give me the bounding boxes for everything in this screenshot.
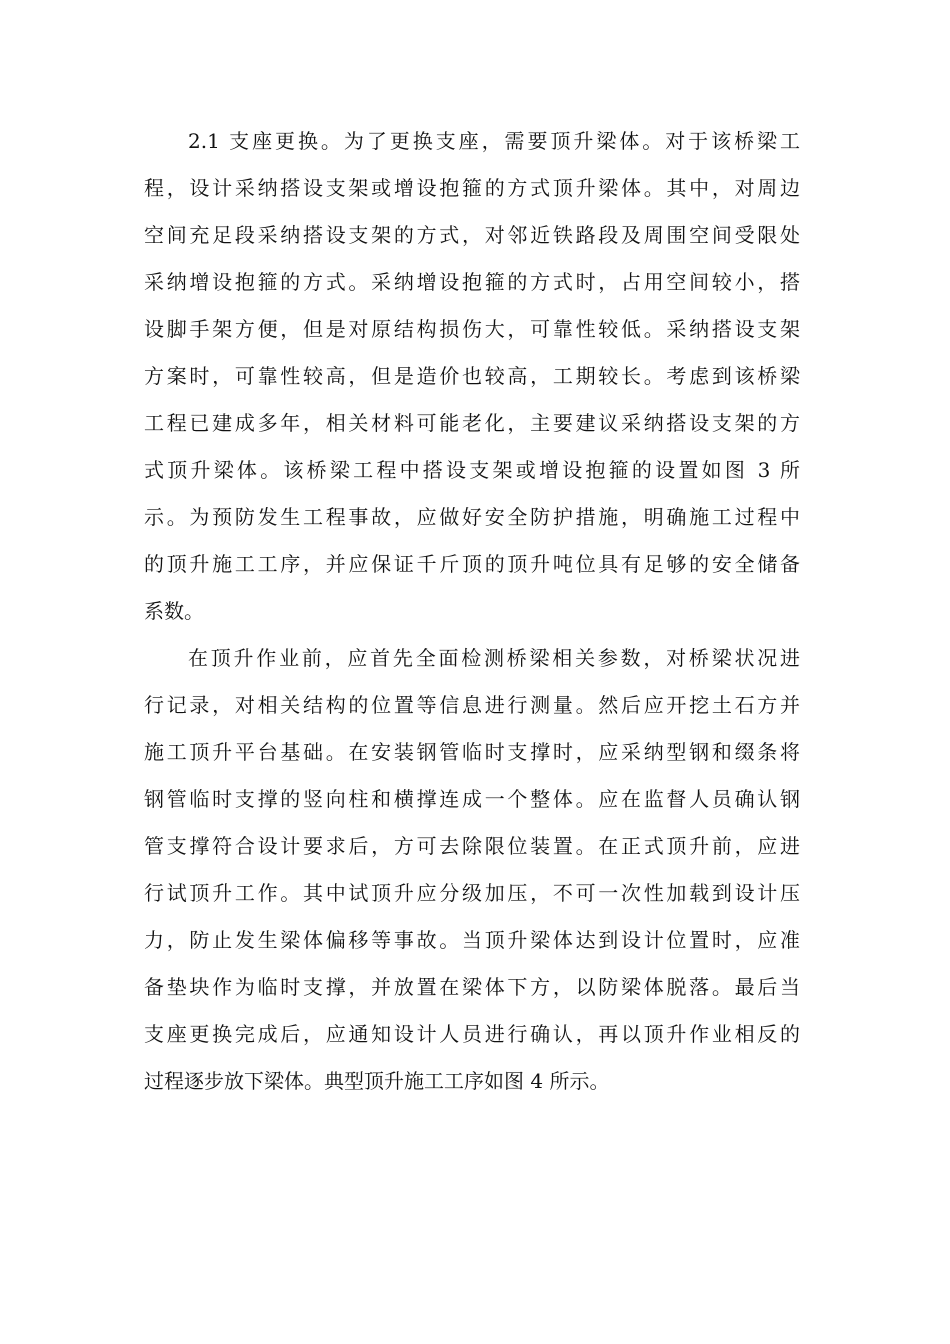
text-line: 力，防止发生梁体偏移等事故。当顶升梁体达到设计位置时，应准 bbox=[144, 928, 800, 952]
text-line: 采纳增设抱箍的方式。采纳增设抱箍的方式时，占用空间较小，搭 bbox=[144, 270, 800, 294]
text-line: 空间充足段采纳搭设支架的方式，对邻近铁路段及周围空间受限处 bbox=[144, 223, 800, 247]
text-line: 钢管临时支撑的竖向柱和横撑连成一个整体。应在监督人员确认钢 bbox=[144, 787, 800, 811]
text-line: 2.1 支座更换。为了更换支座，需要顶升梁体。对于该桥梁工 bbox=[188, 129, 800, 153]
text-line: 备垫块作为临时支撑，并放置在梁体下方，以防梁体脱落。最后当 bbox=[144, 975, 800, 999]
text-line: 方案时，可靠性较高，但是造价也较高，工期较长。考虑到该桥梁 bbox=[144, 364, 800, 388]
text-line: 设脚手架方便，但是对原结构损伤大，可靠性较低。采纳搭设支架 bbox=[144, 317, 800, 341]
text-line: 行试顶升工作。其中试顶升应分级加压，不可一次性加载到设计压 bbox=[144, 881, 800, 905]
text-line: 程，设计采纳搭设支架或增设抱箍的方式顶升梁体。其中，对周边 bbox=[144, 176, 800, 200]
text-line: 支座更换完成后，应通知设计人员进行确认，再以顶升作业相反的 bbox=[144, 1022, 800, 1046]
text-line: 施工顶升平台基础。在安装钢管临时支撑时，应采纳型钢和缀条将 bbox=[144, 740, 800, 764]
text-line: 系数。 bbox=[144, 599, 204, 623]
text-line: 在顶升作业前，应首先全面检测桥梁相关参数，对桥梁状况进 bbox=[188, 646, 800, 670]
paragraph-support-replacement bbox=[144, 118, 800, 635]
text-line: 管支撑符合设计要求后，方可去除限位装置。在正式顶升前，应进 bbox=[144, 834, 800, 858]
text-line: 示。为预防发生工程事故，应做好安全防护措施，明确施工过程中 bbox=[144, 505, 800, 529]
paragraph-jacking-procedure bbox=[144, 635, 800, 1105]
document-body bbox=[144, 118, 800, 1105]
text-line: 行记录，对相关结构的位置等信息进行测量。然后应开挖土石方并 bbox=[144, 693, 800, 717]
text-line: 式顶升梁体。该桥梁工程中搭设支架或增设抱箍的设置如图 3 所 bbox=[144, 458, 800, 482]
text-line: 过程逐步放下梁体。典型顶升施工工序如图 4 所示。 bbox=[144, 1069, 610, 1093]
text-line: 的顶升施工工序，并应保证千斤顶的顶升吨位具有足够的安全储备 bbox=[144, 552, 800, 576]
text-line: 工程已建成多年，相关材料可能老化，主要建议采纳搭设支架的方 bbox=[144, 411, 800, 435]
